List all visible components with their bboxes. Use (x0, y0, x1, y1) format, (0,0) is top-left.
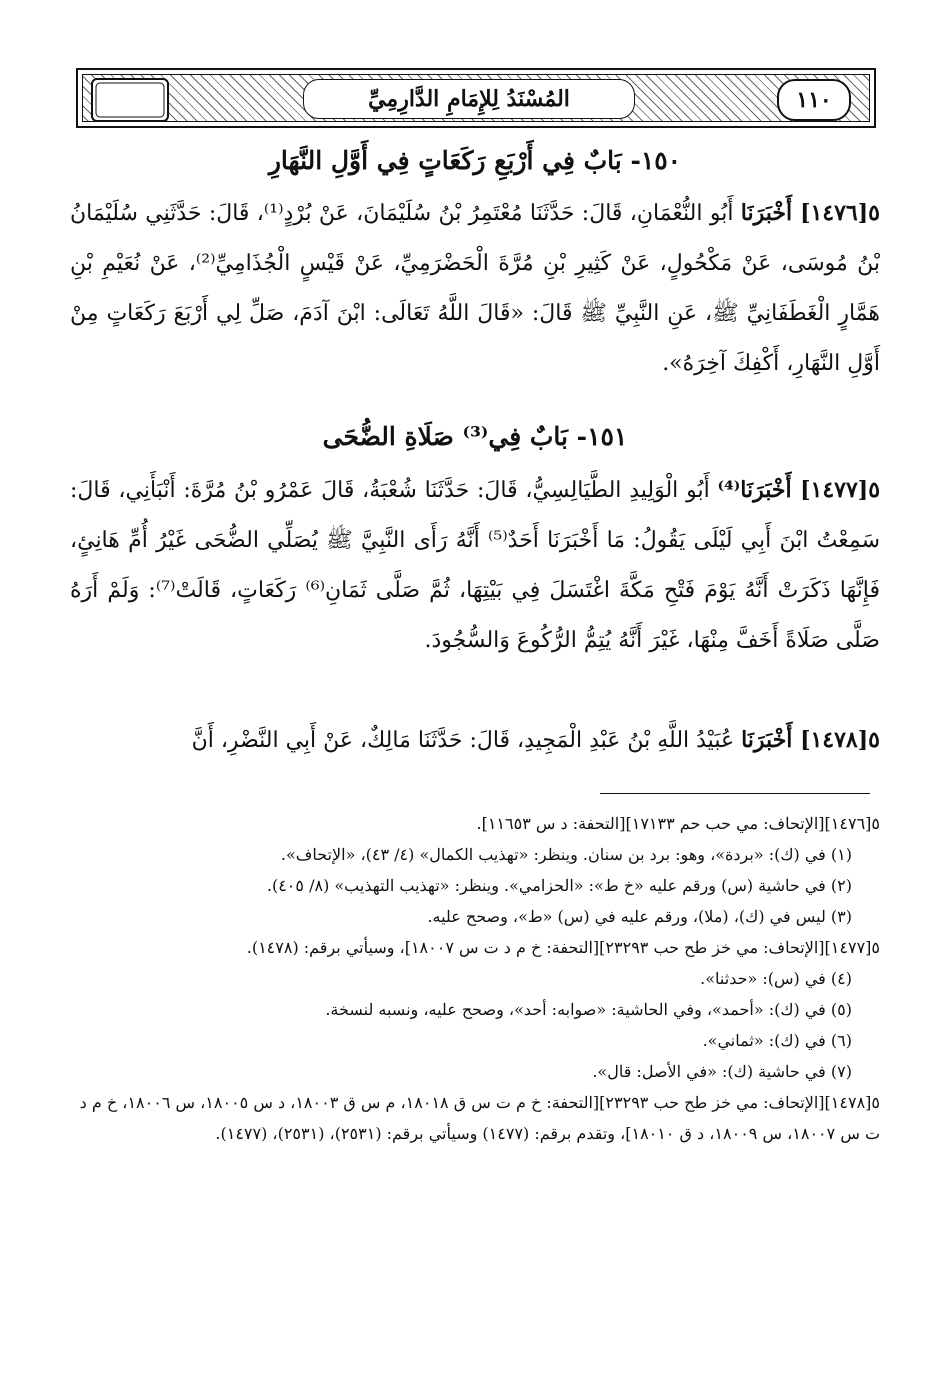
book-seal-logo (91, 78, 169, 122)
hadith-1477-text: أَبُو الْوَلِيدِ الطَّيَالِسِيُّ، قَالَ: حَدَّثَنَا شُعْبَةُ، قَالَ عَمْرُو بْنُ مُرَّةَ: أَنْبَأَنِي، قَالَ: سَمِعْتُ ابْنَ أَبِي لَيْلَى يَقُولُ: مَا أَخْبَرَنَا أَحَدٌ⁽⁵⁾ أَنَّهُ رَأَى النَّبِيَّ ﷺ يُصَلِّي الضُّحَى غَيْرُ أُمِّ هَانِئٍ، فَإِنَّهَا ذَكَرَتْ أَنَّهُ يَوْمَ فَتْحِ مَكَّةَ اغْتَسَلَ فِي بَيْتِهَا، ثُمَّ صَلَّى ثَمَانِ⁽⁶⁾ رَكَعَاتٍ، قَالَتْ⁽⁷⁾: وَلَمْ أَرَهُ صَلَّى صَلَاةً أَخَفَّ مِنْهَا، غَيْرَ أَنَّهُ يُتِمُّ الرُّكُوعَ وَالسُّجُودَ. (70, 478, 880, 653)
footnote: (٣) ليس في (ك)، (ملا)، ورقم عليه في (س) «ط»، وصحح عليه. (427, 907, 852, 926)
running-title: المُسْنَدُ لِلإِمَامِ الدَّارِمِيِّ (303, 79, 635, 119)
hadith-1476-text: أَبُو النُّعْمَانِ، قَالَ: حَدَّثَنَا مُعْتَمِرُ بْنُ سُلَيْمَانَ، عَنْ بُرْدٍ⁽¹⁾، قَالَ: حَدَّثَنِي سُلَيْمَانُ بْنُ مُوسَى، عَنْ مَكْحُولٍ، عَنْ كَثِيرِ بْنِ مُرَّةَ الْحَضْرَمِيِّ، عَنْ قَيْسٍ الْجُذَامِيِّ⁽²⁾، عَنْ نُعَيْمِ بْنِ هَمَّارٍ الْغَطَفَانِيِّ ﷺ، عَنِ النَّبِيِّ ﷺ قَالَ: «قَالَ اللَّهُ تَعَالَى: ابْنَ آدَمَ، صَلِّ لِي أَرْبَعَ رَكَعَاتٍ مِنْ أَوَّلِ النَّهَارِ، أَكْفِكَ آخِرَهُ». (70, 201, 880, 376)
footnote: ٥[١٤٧٦][الإتحاف: مي حب حم ١٧١٣٣][التحفة: د س ١١٦٥٣]. (476, 814, 880, 833)
hadith-1476 (70, 188, 880, 389)
footnote: (٧) في حاشية (ك): «في الأصل: قال». (592, 1062, 852, 1081)
page-number: ١١٠ (777, 79, 851, 121)
hadith-1478-lead: ٥[١٤٧٨] أَخْبَرَنَا (741, 727, 880, 753)
hadith-1478-text: عُبَيْدُ اللَّهِ بْنُ عَبْدِ الْمَجِيدِ، قَالَ: حَدَّثَنَا مَالِكٌ، عَنْ أَبِي النَّضْرِ، أَنَّ (191, 728, 735, 753)
seal-frame-icon (93, 80, 167, 120)
footnote: ٥[١٤٧٧][الإتحاف: مي خز طح حب ٢٣٢٩٣][التحفة: خ م د ت س ١٨٠٠٧]، وسيأتي برقم: (١٤٧٨). (246, 938, 880, 957)
hadith-1477 (70, 465, 880, 666)
header-ornament (82, 74, 870, 122)
footnotes (70, 808, 880, 1149)
footnote: (١) في (ك): «بردة»، وهو: برد بن سنان. وينظر: «تهذيب الكمال» (٤/ ٤٣)، «الإتحاف». (280, 845, 852, 864)
hadith-1477-lead: ٥[١٤٧٧] أَخْبَرَنَا⁽⁴⁾ (717, 477, 881, 503)
running-header (76, 68, 876, 128)
footnote: (٥) في (ك): «أحمد»، وفي الحاشية: «صوابه: أحد»، وصحح عليه، ونسبه لنسخة. (325, 1000, 852, 1019)
chapter-heading-151: ١٥١- بَابٌ فِي⁽³⁾ صَلَاةِ الضُّحَى (322, 422, 628, 451)
footnote: (٢) في حاشية (س) ورقم عليه «خ ط»: «الحزامي». وينظر: «تهذيب التهذيب» (٨/ ٤٠٥). (266, 876, 852, 895)
chapter-heading-150: ١٥٠- بَابٌ فِي أَرْبَعِ رَكَعَاتٍ فِي أَوَّلِ النَّهَارِ (268, 146, 682, 175)
footnote: ٥[١٤٧٨][الإتحاف: مي خز طح حب ٢٣٢٩٣][التحفة: خ م ت س ق ١٨٠١٨، م س ق ١٨٠٠٣، د س ١٨٠٠٥، س ١٨٠٠٦، خ م د ت س ١٨٠٠٧، س ١٨٠٠٩، د ق ١٨٠١٠]، وتقدم برقم: (١٤٧٧) وسيأتي برقم: (٢٥٣١)، (٢٥٣١)، (١٤٧٧). (79, 1093, 880, 1143)
footnote-separator (600, 793, 870, 794)
footnote: (٦) في (ك): «ثماني». (702, 1031, 852, 1050)
hadith-1476-lead: ٥[١٤٧٦] أَخْبَرَنَا (740, 200, 880, 226)
hadith-1478 (70, 715, 880, 766)
footnote: (٤) في (س): «حدثنا». (700, 969, 852, 988)
